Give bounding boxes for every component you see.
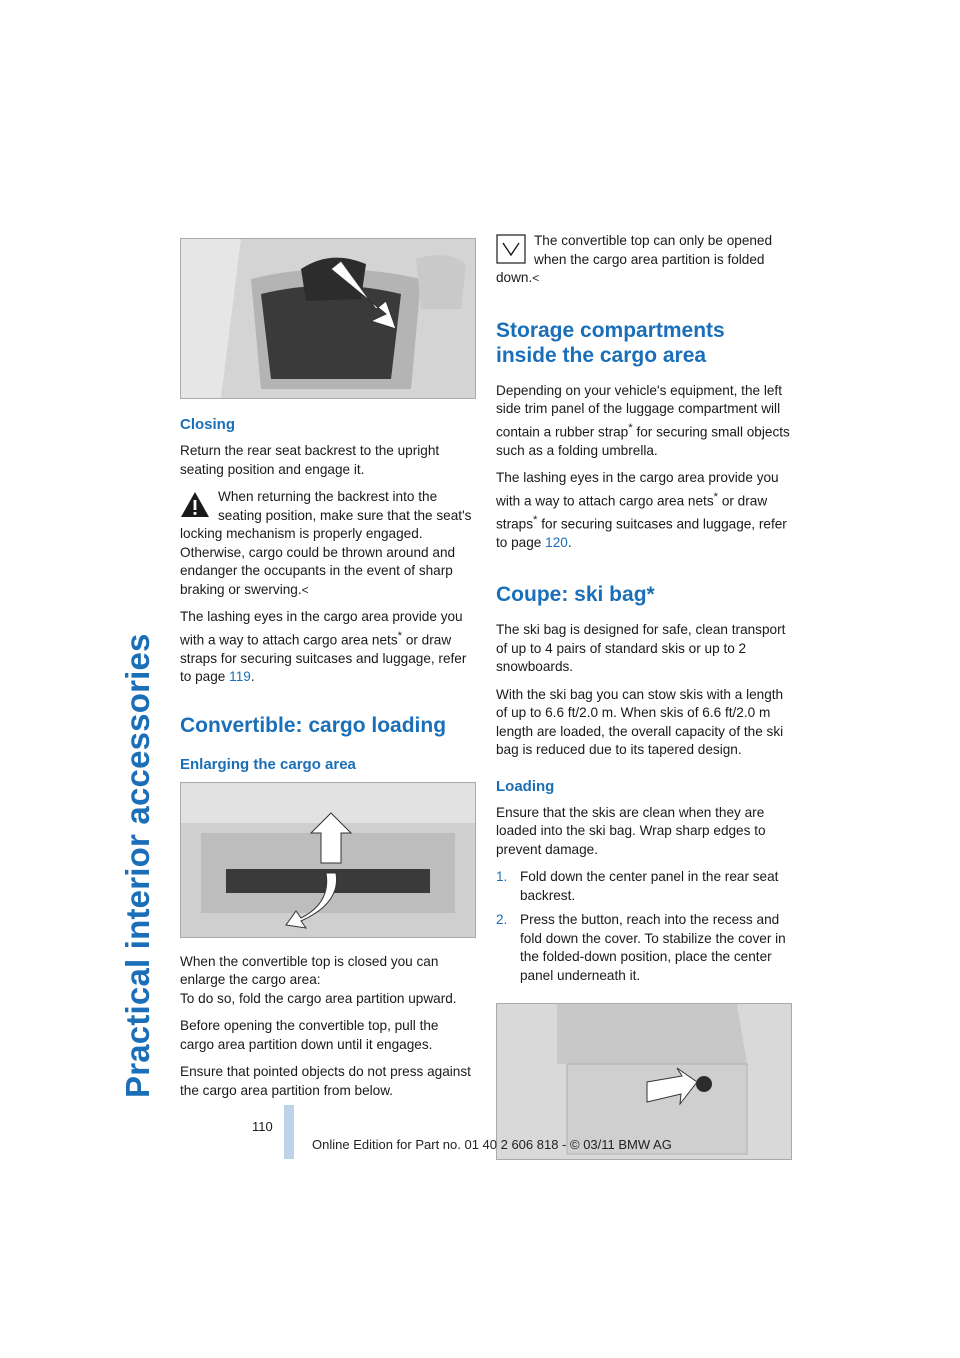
end-marker: < <box>301 582 309 597</box>
cargo-area-illustration <box>181 783 475 937</box>
loading-paragraph: Ensure that the skis are clean when they are loaded into the ski bag. Wrap sharp edges to prevent damage. <box>496 804 766 857</box>
left-column <box>180 232 476 1109</box>
storage-heading: Storage compartments inside the cargo area <box>496 318 725 367</box>
ski-bag-illustration <box>497 1004 791 1159</box>
note-text: The convertible top can only be opened when the cargo area partition is folded down. <box>496 233 773 285</box>
loading-steps <box>496 868 790 985</box>
storage-text-c: The lashing eyes in the cargo area provide you with a way to attach cargo area nets <box>496 470 779 509</box>
page-link-120[interactable]: 120 <box>545 534 568 550</box>
warning-triangle-icon <box>180 490 210 520</box>
lashing-text-a: The lashing eyes in the cargo area provide you with a way to attach cargo area nets <box>180 609 463 648</box>
convertible-heading: Convertible: cargo loading <box>180 713 447 737</box>
list-item <box>496 911 790 985</box>
optional-asterisk: * <box>533 513 538 526</box>
step-number: 2. <box>496 912 508 928</box>
ski-paragraph-2: With the ski bag you can stow skis with a length of up to 6.6 ft/2.0 m. When skis of 6.6 ft/2.0 m length are loaded, the overall capacity of the ski bag is reduced due to its tapered design. <box>496 686 784 758</box>
optional-asterisk: * <box>397 629 403 642</box>
ski-paragraph-1: The ski bag is designed for safe, clean transport of up to 4 pairs of standard skis or up to 2 snowboards. <box>496 622 786 675</box>
end-marker: < <box>532 271 540 285</box>
storage-dot: . <box>567 534 572 550</box>
lashing-dot: . <box>250 669 255 685</box>
enlarge-heading: Enlarging the cargo area <box>180 755 356 773</box>
lashing-paragraph <box>180 608 476 687</box>
cargo-partition-image <box>180 782 476 938</box>
step-text: Fold down the center panel in the rear seat backrest. <box>520 869 779 903</box>
rear-seat-backrest-image <box>180 238 476 399</box>
storage-text-d: or draw straps <box>496 493 768 532</box>
step-text: Press the button, reach into the recess and fold down the cover. To stabilize the cover in the folded-down position, place the center panel underneath it. <box>520 912 786 983</box>
loading-heading: Loading <box>496 777 555 795</box>
info-note <box>496 232 790 288</box>
ski-bag-heading: Coupe: ski bag* <box>496 583 655 607</box>
storage-text-a: Depending on your vehicle's equipment, the left side trim panel of the luggage compartment will contain a rubber strap <box>496 382 782 440</box>
storage-paragraph-2 <box>496 469 790 552</box>
warning-text: When returning the backrest into the seating position, make sure that the seat's locking mechanism is properly engaged. Otherwise, cargo could be thrown around and endanger the occupants in the event of sharp braking or swerving. <box>180 489 472 597</box>
right-column <box>496 232 790 1160</box>
page-link-119[interactable]: 119 <box>229 669 251 685</box>
enlarge-paragraph-1 <box>180 953 476 1009</box>
enlarge-paragraph-2: Before opening the convertible top, pull the cargo area partition down until it engages. <box>180 1018 439 1052</box>
side-section-title: Practical interior accessories <box>119 633 156 1098</box>
footer-accent-bar <box>284 1105 294 1159</box>
closing-paragraph: Return the rear seat backrest to the upright seating position and engage it. <box>180 443 440 477</box>
step-number: 1. <box>496 869 508 885</box>
lashing-text-b: or draw straps for securing suitcases and luggage, refer to page <box>180 632 467 685</box>
list-item <box>496 868 790 905</box>
storage-text-e: for securing suitcases and luggage, refer to page <box>496 516 787 550</box>
optional-asterisk: * <box>628 421 633 434</box>
warning-note <box>180 488 476 599</box>
enlarge-text-a: When the convertible top is closed you can enlarge the cargo area: <box>180 953 439 988</box>
enlarge-paragraph-3: Ensure that pointed objects do not press against the cargo area partition from below. <box>180 1064 471 1098</box>
page-number: 110 <box>252 1119 273 1134</box>
closing-heading: Closing <box>180 416 235 433</box>
optional-asterisk: * <box>713 490 719 503</box>
storage-paragraph-1 <box>496 382 790 461</box>
footer-edition-text: Online Edition for Part no. 01 40 2 606 818 - © 03/11 BMW AG <box>312 1137 672 1152</box>
rear-seat-illustration <box>181 239 475 398</box>
note-marker-icon <box>496 234 526 264</box>
enlarge-text-b: To do so, fold the cargo area partition upward. <box>180 990 457 1006</box>
storage-text-b: for securing small objects such as a folding umbrella. <box>496 424 790 458</box>
